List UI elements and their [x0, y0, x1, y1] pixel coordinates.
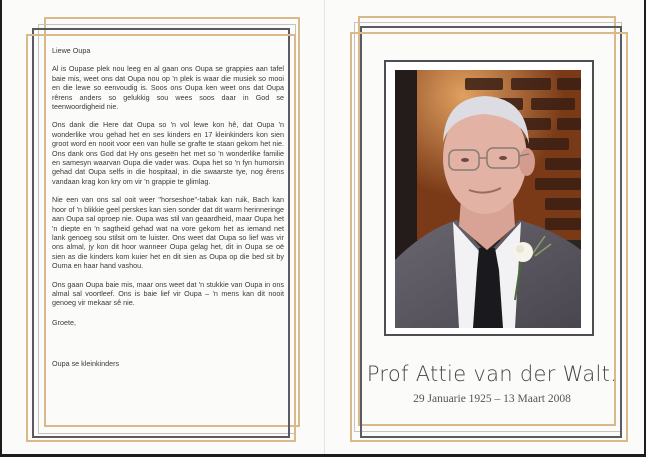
letter-paragraph: Nie een van ons sal ooit weer "horseshoe"-tabak kan ruik, Bach kan hoor of 'n blikkie geel perskes kan sien sonder dat dit warm herinneringe aan Oupa sal oproep nie. Oupa was stil van geaardheid, maar Oupa het 'n diepte en 'n sagtheid gehad wat na vore gekom het as iemand net lank genoeg sou stilsit om te luister. Ons weet dat Oupa so lief was vir ons almal, jy kon dit hoor wanneer Oupa gelag het, dit in Oupa se oë sien as die kinders kom kuier het en dit sien as Oupa op die bed sit by Ouma en haar hand vashou. — [52, 195, 284, 271]
letter-paragraph: Ons gaan Oupa baie mis, maar ons weet dat 'n stukkie van Oupa in ons almal sal voortleef. Ons is baie lief vir Oupa – 'n mens kan dit nooit genoeg vir mekaar sê nie. — [52, 279, 284, 308]
letter-greeting: Liewe Oupa — [52, 46, 91, 55]
letter-closing: Groete, — [52, 317, 76, 327]
life-dates: 29 Januarie 1925 – 13 Maart 2008 — [413, 393, 571, 405]
portrait-photo — [395, 70, 581, 328]
portrait-illustration — [395, 70, 581, 328]
letter-paragraph: Al is Oupase plek nou leeg en al gaan ons Oupa se grappies aan tafel baie mis, weet ons dat Oupa nou op 'n plek is waar die musiek so mooi en die lewe so eenvoudig is. Soos ons Oupa ken weet ons dat Oupa rêrens anders so gelukkig sou wees soos daar in God se teenwoordigheid nie. — [52, 64, 284, 112]
letter-paragraph: Ons dank die Here dat Oupa so 'n vol lewe kon hê, dat Oupa 'n wonderlike vrou gehad het en ses kinders en 17 kleinkinders kon sien groot word en nooit voor een van hulle se grafte te staan gekom het nie. Ons dank ons God dat Hy ons geseën het met so 'n wonderlike familie en samesyn waarvan Oupa die vader was. Oupa het so 'n fyn humorsin gehad dat Oupa selfs in die hospitaal, in die swaarste tye, nog êrens vandaan krag kon kry om vir 'n grappie te glimlag. — [52, 120, 284, 186]
letter-body — [52, 46, 284, 378]
center-fold — [324, 0, 325, 454]
memorial-card — [2, 0, 644, 454]
letter-signature: Oupa se kleinkinders — [52, 359, 120, 369]
deceased-name: Prof Attie van der Walt. — [366, 362, 618, 386]
